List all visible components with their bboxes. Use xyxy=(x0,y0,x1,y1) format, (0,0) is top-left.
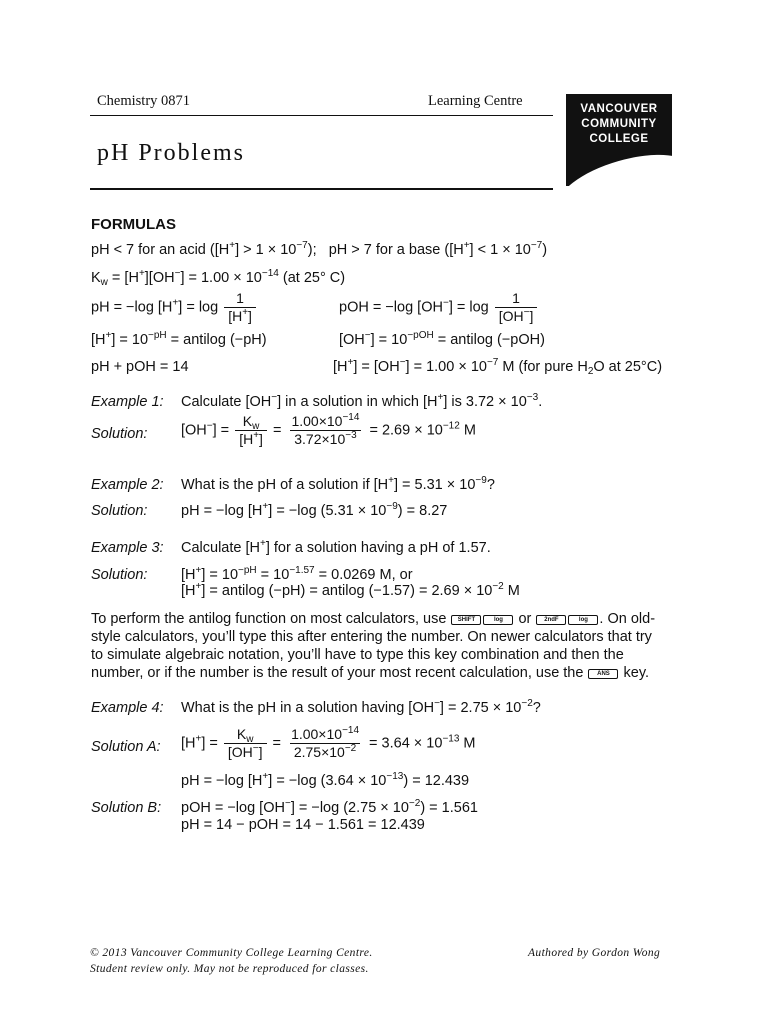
log-key-icon-2: log xyxy=(568,615,598,625)
college-logo xyxy=(566,94,672,186)
example-4-solution-b-label: Solution B: xyxy=(91,800,162,816)
footer-copyright: © 2013 Vancouver Community College Learning Centre. xyxy=(90,947,373,959)
antilog-note-line-3: to simulate algebraic notation, you’ll have to type this key combination and then the xyxy=(91,647,624,663)
h-antilog: $[H^+] = 10^{-pH}$ = antilog (−pH) xyxy=(91,330,267,348)
log-key-icon: log xyxy=(483,615,513,625)
ans-key-icon: ANS xyxy=(588,669,618,679)
example-1-solution-label: Solution: xyxy=(91,426,148,442)
example-2-label: Example 2: xyxy=(91,477,164,493)
example-2-question: What is the pH of a solution if $[H^+] = 5.31 \times 10^{-9}$? xyxy=(181,475,495,493)
acid-base-line: pH < 7 for an acid $([H^+] > 1 \times 10^{-7})$; pH > 7 for a base $([H^+] < 1 \times 10^{-7})$ xyxy=(91,240,548,258)
header-rule-top xyxy=(90,115,553,116)
logo-line-1: VANCOUVER xyxy=(580,103,658,115)
pure-water-line: $[H^+] = [OH^-] = 1.00 \times 10^{-7}$ M (for pure $H_2O$ at 25°C) xyxy=(333,357,663,377)
logo-line-2: COMMUNITY xyxy=(581,118,657,130)
antilog-note-line-4: number, or if the number is the result of your most recent calculation, use the ANS key. xyxy=(91,665,650,681)
footer-author: Authored by Gordon Wong xyxy=(528,947,661,959)
poh-definition: pOH = −log [OH−] = log $\frac{1}{[OH^-]}$ xyxy=(339,290,539,325)
footer-review-notice: Student review only. May not be reproduced for classes. xyxy=(90,963,369,975)
example-4-question: What is the pH in a solution having $[OH^-] = 2.75 \times 10^{-2}$? xyxy=(181,698,541,716)
example-1-question: Calculate [OH−] in a solution in which [H+] is $3.72 \times 10^{-3}$. xyxy=(181,392,543,410)
example-4-label: Example 4: xyxy=(91,700,164,716)
header-rule-bottom xyxy=(90,188,553,190)
formulas-heading: FORMULAS xyxy=(91,216,176,233)
ph-poh-sum: pH + pOH = 14 xyxy=(91,359,189,375)
antilog-note-line-1: To perform the antilog function on most calculators, use SHIFT log or 2ndF log . On old- xyxy=(91,611,656,627)
example-4-solution-a-ph: pH = −log [H+] = −log $(3.64 \times 10^{-13}) = 12.439$ xyxy=(181,771,470,789)
example-4-solution-b-line-2: pH = 14 − pOH = 14 − 1.561 = 12.439 xyxy=(181,817,425,833)
example-3-solution-line-2: [H+] = antilog (−pH) = antilog $(-1.57) = 2.69 \times 10^{-2}$ M xyxy=(181,581,520,599)
kw-line: $K_w = [H^+][OH^-] = 1.00 \times 10^{-14}$ (at 25° C) xyxy=(91,268,346,288)
example-4-solution-b-line-1: pOH = −log [OH−] = −log $(2.75 \times 10^{-2}) = 1.561$ xyxy=(181,798,478,816)
shift-key-icon: SHIFT xyxy=(451,615,481,625)
course-label: Chemistry 0871 xyxy=(97,93,191,109)
example-2-solution: pH = −log [H+] = −log $(5.31 \times 10^{-9}) = 8.27$ xyxy=(181,501,448,519)
example-3-solution-line-1: $[H^+] = 10^{-pH} = 10^{-1.57} = 0.0269$ M, or xyxy=(181,565,413,583)
page-title: pH Problems xyxy=(97,140,245,166)
ph-definition: pH = −log [H+] = log $\frac{1}{[H^+]}$ xyxy=(91,290,258,325)
example-3-question: Calculate [H+] for a solution having a pH of 1.57. xyxy=(181,538,491,556)
example-4-solution-a-label: Solution A: xyxy=(91,739,161,755)
logo-line-3: COLLEGE xyxy=(589,133,649,145)
antilog-note-line-2: style calculators, you’ll type this after entering the number. On newer calculators that try xyxy=(91,629,652,645)
logo-swoosh xyxy=(566,142,672,186)
example-3-label: Example 3: xyxy=(91,540,164,556)
2ndf-key-icon: 2ndF xyxy=(536,615,566,625)
oh-antilog: $[OH^-] = 10^{-pOH}$ = antilog (−pOH) xyxy=(339,330,545,348)
example-3-solution-label: Solution: xyxy=(91,567,148,583)
centre-label: Learning Centre xyxy=(428,93,523,109)
example-1-label: Example 1: xyxy=(91,394,164,410)
example-2-solution-label: Solution: xyxy=(91,503,148,519)
example-1-solution: [OH−] = $\frac{K_w}{[H^+]}$ = $\frac{1.00\times 10^{-14}}{3.72\times 10^{-3}}$ = $2.69 \times 10^{-12}$ M xyxy=(181,412,476,447)
example-4-solution-a: [H+] = $\frac{K_w}{[OH^-]}$ = $\frac{1.00\times 10^{-14}}{2.75\times 10^{-2}}$ = $3.64 \times 10^{-13}$ M xyxy=(181,725,476,760)
